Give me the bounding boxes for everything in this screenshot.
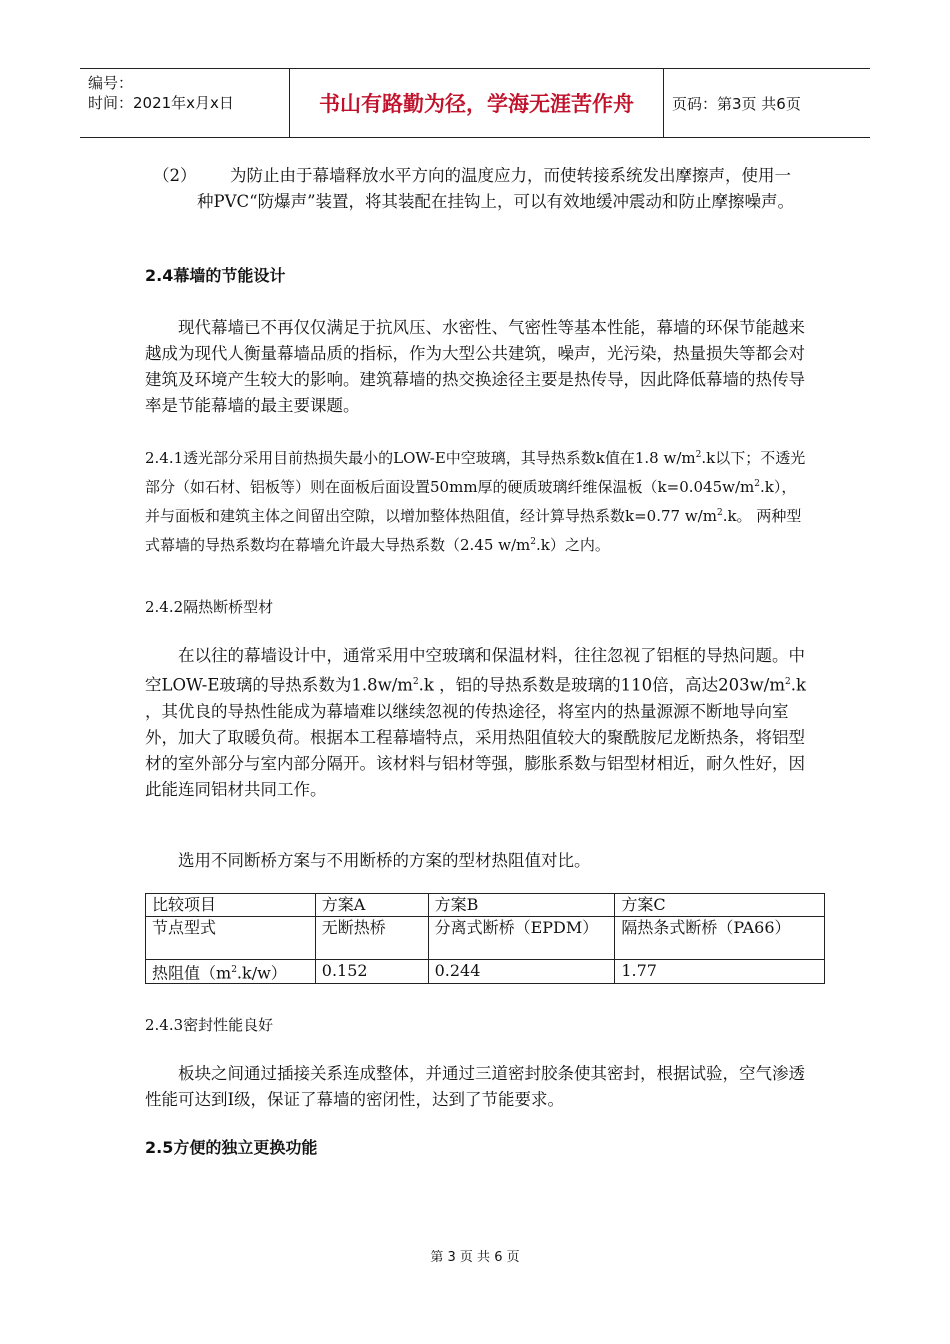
text-run: .k以下；不透光部分（如石材、铝板等）则在面板后面设置50mm厚的硬质玻璃纤维保温板（k=0.045w/m bbox=[145, 449, 806, 496]
text-run: 在以往的幕墙设计中，通常采用中空玻璃和保温材料，往往忽视了铝框的导热问题。中空LOW-E玻璃的导热系数为1.8w/m bbox=[145, 646, 805, 695]
header-page-code: 页码：第3页 共6页 bbox=[672, 94, 801, 113]
text-run: .k。 两种型式幕墙的导热系数均在幕墙允许最大导热系数（2.45 w/m bbox=[145, 507, 802, 554]
table-cell: 0.244 bbox=[428, 960, 615, 984]
text-run: .k ，其优良的导热性能成为幕墙难以继续忽视的传热途径，将室内的热量源源不断地导向室外，加大了取暖负荷。根据本工程幕墙特点，采用热阻值较大的聚酰胺尼龙断热条，将铝型材的室外部分与室内部分隔开。该材料与铝材等强，膨胀系数与铝型材相近，耐久性好，因此能连同铝材共同工作。 bbox=[145, 675, 806, 799]
text-run: .k）之内。 bbox=[536, 536, 610, 554]
table-cell: 分离式断桥（EPDM） bbox=[428, 917, 615, 960]
section-2-4-title: 2.4幕墙的节能设计 bbox=[145, 266, 286, 285]
text-run: .k ，铝的导热系数是玻璃的110倍，高达203w/m bbox=[418, 675, 785, 695]
section-2-4-1-paragraph bbox=[145, 442, 810, 558]
superscript: 2 bbox=[754, 479, 760, 489]
table-header-row bbox=[146, 894, 825, 917]
section-2-5-title: 2.5方便的独立更换功能 bbox=[145, 1138, 318, 1157]
section-2-4-2-title: 2.4.2隔热断桥型材 bbox=[145, 598, 274, 616]
header-motto: 书山有路勤为径，学海无涯苦作舟 bbox=[290, 69, 664, 137]
table-cell bbox=[146, 960, 316, 984]
header-meta bbox=[80, 69, 290, 137]
superscript: 2 bbox=[695, 450, 702, 460]
table-header-cell: 方案A bbox=[315, 894, 428, 917]
table-row bbox=[146, 917, 825, 960]
number-label: 编号： bbox=[88, 74, 134, 92]
table-header-cell: 比较项目 bbox=[146, 894, 316, 917]
table-row bbox=[146, 960, 825, 984]
page-footer: 第 3 页 共 6 页 bbox=[430, 1250, 520, 1265]
section-2-4-paragraph: 现代幕墙已不再仅仅满足于抗风压、水密性、气密性等基本性能，幕墙的环保节能越来越成为现代人衡量幕墙品质的指标，作为大型公共建筑，噪声，光污染，热量损失等都会对建筑及环境产生较大的影响。建筑幕墙的热交换途径主要是热传导，因此降低幕墙的热传导率是节能幕墙的最主要课题。 bbox=[145, 318, 805, 415]
text-run: 2.4.1透光部分采用目前热损失最小的LOW-E中空玻璃，其导热系数k值在1.8 w/m bbox=[145, 449, 696, 467]
table-cell: 无断热桥 bbox=[315, 917, 428, 960]
superscript: 2 bbox=[231, 965, 237, 975]
list-item-text bbox=[197, 163, 805, 215]
superscript: 2 bbox=[412, 677, 419, 687]
section-2-4-3-title: 2.4.3密封性能良好 bbox=[145, 1016, 274, 1034]
section-2-4-3-paragraph: 板块之间通过插接关系连成整体，并通过三道密封胶条使其密封，根据试验，空气渗透性能可达到Ⅰ级，保证了幕墙的密闭性，达到了节能要求。 bbox=[145, 1064, 805, 1109]
section-2-4-2-paragraph bbox=[145, 643, 810, 803]
list-item-number: （2） bbox=[153, 166, 197, 185]
superscript: 2 bbox=[784, 677, 791, 687]
comparison-table bbox=[145, 893, 825, 984]
superscript: 2 bbox=[716, 508, 723, 518]
text-run: 热阻值（m bbox=[152, 963, 232, 983]
list-item-text-content: 为防止由于幕墙释放水平方向的温度应力，而使转接系统发出摩擦声，使用一种PVC“防爆声”装置，将其装配在挂钩上，可以有效地缓冲震动和防止摩擦噪声。 bbox=[197, 166, 795, 211]
table-intro: 选用不同断桥方案与不用断桥的方案的型材热阻值对比。 bbox=[178, 851, 591, 870]
table-cell: 节点型式 bbox=[146, 917, 316, 960]
text-run: .k），并与面板和建筑主体之间留出空隙，以增加整体热阻值，经计算导热系数k=0.77 w/m bbox=[145, 478, 797, 525]
text-run: .k/w） bbox=[236, 963, 287, 983]
page-header bbox=[80, 68, 870, 138]
table-header-cell: 方案C bbox=[615, 894, 825, 917]
superscript: 2 bbox=[530, 537, 537, 547]
date-label: 时间：2021年x月x日 bbox=[88, 94, 234, 112]
list-item-2 bbox=[145, 163, 810, 243]
table-header-cell: 方案B bbox=[428, 894, 615, 917]
table-cell: 0.152 bbox=[315, 960, 428, 984]
table-cell: 1.77 bbox=[615, 960, 825, 984]
table-cell: 隔热条式断桥（PA66） bbox=[615, 917, 825, 960]
